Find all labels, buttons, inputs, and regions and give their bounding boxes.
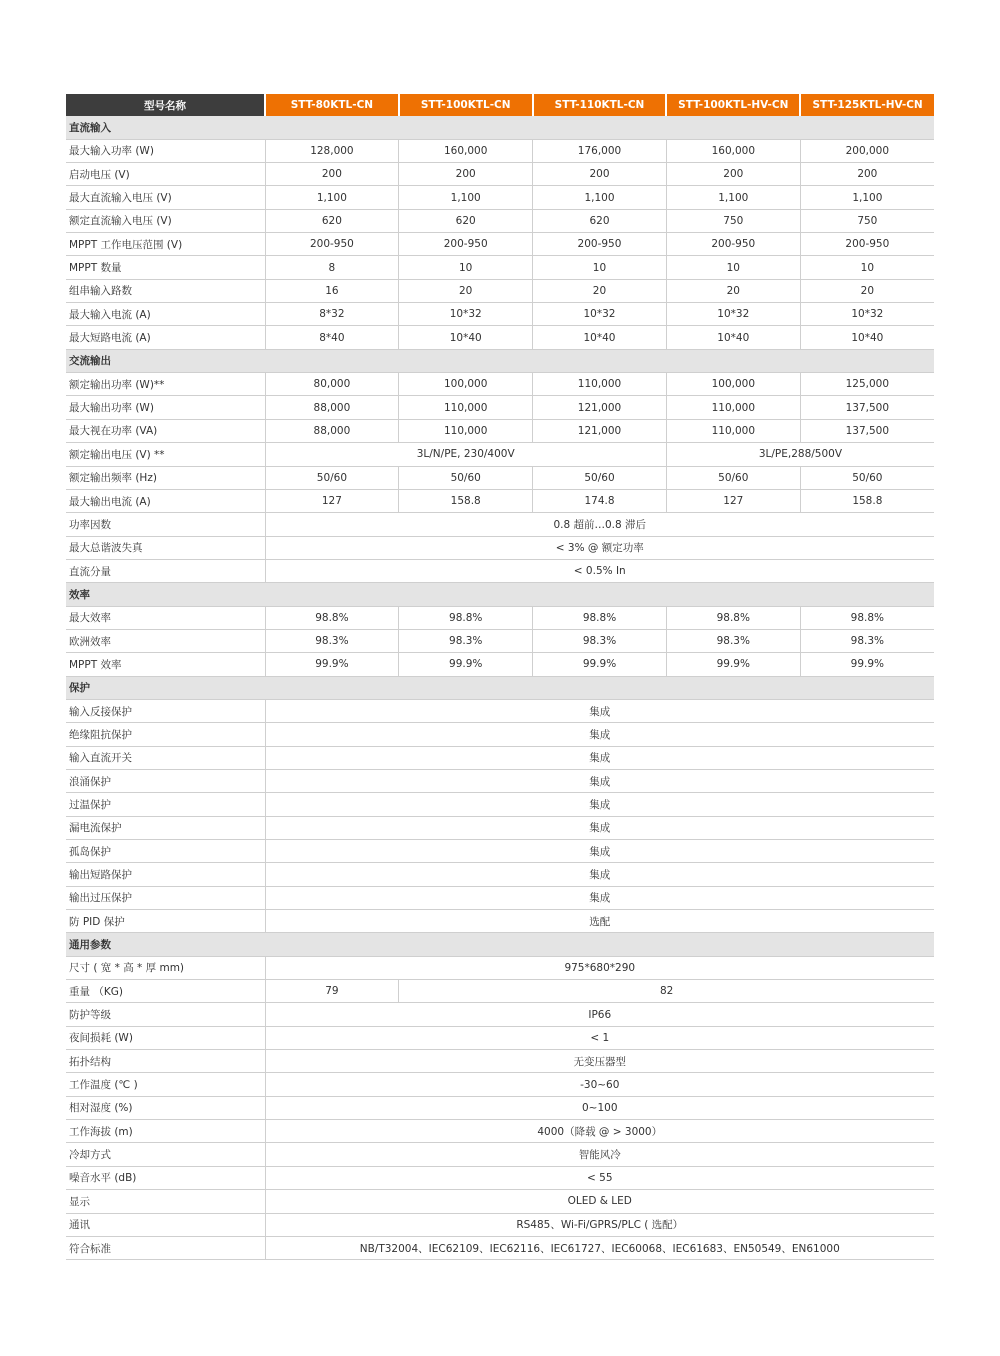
value-cell: 200	[533, 163, 667, 186]
section-row	[66, 583, 934, 606]
row-label: 额定输出频率 (Hz)	[66, 466, 265, 489]
row-label: 最大输入功率 (W)	[66, 139, 265, 162]
value-cell: 98.8%	[666, 606, 800, 629]
table-row	[66, 840, 934, 863]
table-row	[66, 769, 934, 792]
value-cell: 选配	[265, 910, 934, 933]
value-cell: 200	[265, 163, 399, 186]
value-cell: 10	[800, 256, 934, 279]
row-label: 过温保护	[66, 793, 265, 816]
value-cell: 98.8%	[265, 606, 399, 629]
row-label: 组串输入路数	[66, 279, 265, 302]
value-cell: 20	[800, 279, 934, 302]
section-title: 效率	[66, 583, 934, 606]
row-label: 最大输出功率 (W)	[66, 396, 265, 419]
table-row	[66, 559, 934, 582]
value-cell: 200	[800, 163, 934, 186]
value-cell: 137,500	[800, 419, 934, 442]
row-label: 额定直流输入电压 (V)	[66, 209, 265, 232]
value-cell: 10*40	[800, 326, 934, 349]
table-row	[66, 466, 934, 489]
row-label: 工作温度 (℃ )	[66, 1073, 265, 1096]
value-cell: 99.9%	[265, 653, 399, 676]
table-row	[66, 980, 934, 1003]
row-label: 输出短路保护	[66, 863, 265, 886]
value-cell: 集成	[265, 886, 934, 909]
row-label: 功率因数	[66, 513, 265, 536]
value-cell: 121,000	[533, 419, 667, 442]
row-label: 最大效率	[66, 606, 265, 629]
table-row	[66, 1213, 934, 1236]
row-label: 拓扑结构	[66, 1050, 265, 1073]
value-cell: 620	[399, 209, 533, 232]
table-row	[66, 536, 934, 559]
model-column-header: STT-100KTL-HV-CN	[666, 94, 800, 116]
row-label: MPPT 工作电压范围 (V)	[66, 233, 265, 256]
value-cell: 99.9%	[666, 653, 800, 676]
value-cell: 200,000	[800, 139, 934, 162]
value-cell: 99.9%	[399, 653, 533, 676]
value-cell: 98.8%	[399, 606, 533, 629]
value-cell: < 1	[265, 1026, 934, 1049]
table-header	[66, 94, 934, 116]
value-cell: 10*40	[666, 326, 800, 349]
value-cell: 集成	[265, 769, 934, 792]
row-label: 最大视在功率 (VA)	[66, 419, 265, 442]
value-cell: 3L/N/PE, 230/400V	[265, 443, 666, 466]
value-cell: -30~60	[265, 1073, 934, 1096]
value-cell: < 55	[265, 1166, 934, 1189]
section-row	[66, 349, 934, 372]
value-cell: 200-950	[533, 233, 667, 256]
value-cell: 750	[800, 209, 934, 232]
value-cell: 176,000	[533, 139, 667, 162]
value-cell: 集成	[265, 793, 934, 816]
value-cell: 20	[399, 279, 533, 302]
row-label: 直流分量	[66, 559, 265, 582]
row-label: 浪涌保护	[66, 769, 265, 792]
value-cell: 110,000	[666, 396, 800, 419]
row-label: 符合标准	[66, 1236, 265, 1259]
table-row	[66, 1096, 934, 1119]
row-label: MPPT 效率	[66, 653, 265, 676]
value-cell: 200-950	[800, 233, 934, 256]
value-cell: 88,000	[265, 396, 399, 419]
value-cell: 110,000	[399, 419, 533, 442]
model-column-header: STT-125KTL-HV-CN	[800, 94, 934, 116]
model-column-header: STT-80KTL-CN	[265, 94, 399, 116]
table-row	[66, 256, 934, 279]
value-cell: 620	[265, 209, 399, 232]
table-row	[66, 910, 934, 933]
value-cell: 1,100	[800, 186, 934, 209]
table-row	[66, 1236, 934, 1259]
table-row	[66, 233, 934, 256]
value-cell: 3L/PE,288/500V	[666, 443, 934, 466]
row-label: 输入直流开关	[66, 746, 265, 769]
value-cell: 200-950	[399, 233, 533, 256]
value-cell: 80,000	[265, 373, 399, 396]
value-cell: OLED & LED	[265, 1190, 934, 1213]
row-label: 防护等级	[66, 1003, 265, 1026]
value-cell: 50/60	[399, 466, 533, 489]
value-cell: 98.8%	[800, 606, 934, 629]
table-row	[66, 1190, 934, 1213]
value-cell: 10*32	[800, 303, 934, 326]
row-label: 最大输出电流 (A)	[66, 489, 265, 512]
row-label: 最大总谐波失真	[66, 536, 265, 559]
value-cell: NB/T32004、IEC62109、IEC62116、IEC61727、IEC60068、IEC61683、EN50549、EN61000	[265, 1236, 934, 1259]
value-cell: 98.3%	[666, 629, 800, 652]
value-cell: 集成	[265, 699, 934, 722]
value-cell: 10*32	[533, 303, 667, 326]
table-row	[66, 956, 934, 979]
value-cell: 10	[666, 256, 800, 279]
table-row	[66, 699, 934, 722]
table-row	[66, 443, 934, 466]
row-label: 额定输出电压 (V) **	[66, 443, 265, 466]
table-row	[66, 1143, 934, 1166]
value-cell: 200-950	[265, 233, 399, 256]
value-cell: 集成	[265, 723, 934, 746]
value-cell: 4000（降载 @ > 3000）	[265, 1120, 934, 1143]
table-row	[66, 419, 934, 442]
row-label: 欧洲效率	[66, 629, 265, 652]
value-cell: 8*40	[265, 326, 399, 349]
value-cell: 121,000	[533, 396, 667, 419]
row-label: 额定输出功率 (W)**	[66, 373, 265, 396]
value-cell: 128,000	[265, 139, 399, 162]
table-row	[66, 163, 934, 186]
header-row	[66, 94, 934, 116]
table-row	[66, 863, 934, 886]
value-cell: 8*32	[265, 303, 399, 326]
value-cell: < 0.5% In	[265, 559, 934, 582]
table-row	[66, 606, 934, 629]
value-cell: 0~100	[265, 1096, 934, 1119]
row-label: 重量 （KG)	[66, 980, 265, 1003]
table-row	[66, 886, 934, 909]
value-cell: 10*40	[399, 326, 533, 349]
row-label: 通讯	[66, 1213, 265, 1236]
value-cell: 88,000	[265, 419, 399, 442]
table-row	[66, 209, 934, 232]
table-row	[66, 279, 934, 302]
value-cell: 98.3%	[265, 629, 399, 652]
table-row	[66, 629, 934, 652]
value-cell: 1,100	[666, 186, 800, 209]
value-cell: RS485、Wi-Fi/GPRS/PLC ( 选配）	[265, 1213, 934, 1236]
row-label: 冷却方式	[66, 1143, 265, 1166]
value-cell: < 3% @ 额定功率	[265, 536, 934, 559]
value-cell: 0.8 超前…0.8 滞后	[265, 513, 934, 536]
row-label: 显示	[66, 1190, 265, 1213]
value-cell: 98.3%	[533, 629, 667, 652]
model-column-header: STT-100KTL-CN	[399, 94, 533, 116]
value-cell: 137,500	[800, 396, 934, 419]
value-cell: 200	[399, 163, 533, 186]
value-cell: 110,000	[399, 396, 533, 419]
value-cell: 10*32	[399, 303, 533, 326]
row-label: 绝缘阻抗保护	[66, 723, 265, 746]
table-row	[66, 1026, 934, 1049]
value-cell: 100,000	[666, 373, 800, 396]
table-row	[66, 816, 934, 839]
value-cell: 975*680*290	[265, 956, 934, 979]
value-cell: 100,000	[399, 373, 533, 396]
value-cell: 82	[399, 980, 934, 1003]
value-cell: 110,000	[666, 419, 800, 442]
value-cell: 158.8	[399, 489, 533, 512]
value-cell: 110,000	[533, 373, 667, 396]
spec-table	[66, 94, 934, 1260]
value-cell: 20	[666, 279, 800, 302]
table-row	[66, 513, 934, 536]
value-cell: 200-950	[666, 233, 800, 256]
row-label: 噪音水平 (dB)	[66, 1166, 265, 1189]
section-title: 交流输出	[66, 349, 934, 372]
table-row	[66, 793, 934, 816]
row-label: 相对湿度 (%)	[66, 1096, 265, 1119]
value-cell: 160,000	[399, 139, 533, 162]
value-cell: 10	[399, 256, 533, 279]
value-cell: 集成	[265, 746, 934, 769]
table-row	[66, 723, 934, 746]
row-label: 最大短路电流 (A)	[66, 326, 265, 349]
row-label: 输入反接保护	[66, 699, 265, 722]
value-cell: 10*40	[533, 326, 667, 349]
value-cell: 99.9%	[533, 653, 667, 676]
row-label: 孤岛保护	[66, 840, 265, 863]
model-column-header: STT-110KTL-CN	[533, 94, 667, 116]
table-body	[66, 116, 934, 1259]
value-cell: 127	[666, 489, 800, 512]
value-cell: 98.3%	[800, 629, 934, 652]
value-cell: 10	[533, 256, 667, 279]
table-row	[66, 303, 934, 326]
row-label: 最大直流输入电压 (V)	[66, 186, 265, 209]
value-cell: 79	[265, 980, 399, 1003]
value-cell: 集成	[265, 816, 934, 839]
value-cell: 16	[265, 279, 399, 302]
section-row	[66, 676, 934, 699]
table-row	[66, 1050, 934, 1073]
table-row	[66, 186, 934, 209]
value-cell: 50/60	[800, 466, 934, 489]
value-cell: 127	[265, 489, 399, 512]
value-cell: 158.8	[800, 489, 934, 512]
value-cell: 50/60	[265, 466, 399, 489]
table-row	[66, 139, 934, 162]
value-cell: 98.3%	[399, 629, 533, 652]
table-row	[66, 326, 934, 349]
table-row	[66, 396, 934, 419]
value-cell: IP66	[265, 1003, 934, 1026]
row-label: 防 PID 保护	[66, 910, 265, 933]
value-cell: 1,100	[265, 186, 399, 209]
row-label: 尺寸 ( 宽 * 高 * 厚 mm)	[66, 956, 265, 979]
section-row	[66, 933, 934, 956]
row-label: 漏电流保护	[66, 816, 265, 839]
row-label: 工作海拔 (m)	[66, 1120, 265, 1143]
row-label: 输出过压保护	[66, 886, 265, 909]
table-row	[66, 1003, 934, 1026]
row-label: 夜间损耗 (W)	[66, 1026, 265, 1049]
table-row	[66, 1120, 934, 1143]
value-cell: 50/60	[533, 466, 667, 489]
model-name-header: 型号名称	[66, 94, 265, 116]
table-row	[66, 653, 934, 676]
section-row	[66, 116, 934, 139]
value-cell: 160,000	[666, 139, 800, 162]
value-cell: 200	[666, 163, 800, 186]
value-cell: 99.9%	[800, 653, 934, 676]
value-cell: 98.8%	[533, 606, 667, 629]
table-row	[66, 373, 934, 396]
value-cell: 8	[265, 256, 399, 279]
table-row	[66, 489, 934, 512]
table-row	[66, 1073, 934, 1096]
value-cell: 1,100	[399, 186, 533, 209]
value-cell: 10*32	[666, 303, 800, 326]
table-row	[66, 1166, 934, 1189]
row-label: 启动电压 (V)	[66, 163, 265, 186]
value-cell: 集成	[265, 863, 934, 886]
value-cell: 174.8	[533, 489, 667, 512]
value-cell: 1,100	[533, 186, 667, 209]
value-cell: 50/60	[666, 466, 800, 489]
value-cell: 无变压器型	[265, 1050, 934, 1073]
value-cell: 20	[533, 279, 667, 302]
value-cell: 750	[666, 209, 800, 232]
value-cell: 智能风冷	[265, 1143, 934, 1166]
section-title: 保护	[66, 676, 934, 699]
section-title: 直流输入	[66, 116, 934, 139]
value-cell: 125,000	[800, 373, 934, 396]
value-cell: 集成	[265, 840, 934, 863]
row-label: 最大输入电流 (A)	[66, 303, 265, 326]
table-row	[66, 746, 934, 769]
section-title: 通用参数	[66, 933, 934, 956]
row-label: MPPT 数量	[66, 256, 265, 279]
value-cell: 620	[533, 209, 667, 232]
